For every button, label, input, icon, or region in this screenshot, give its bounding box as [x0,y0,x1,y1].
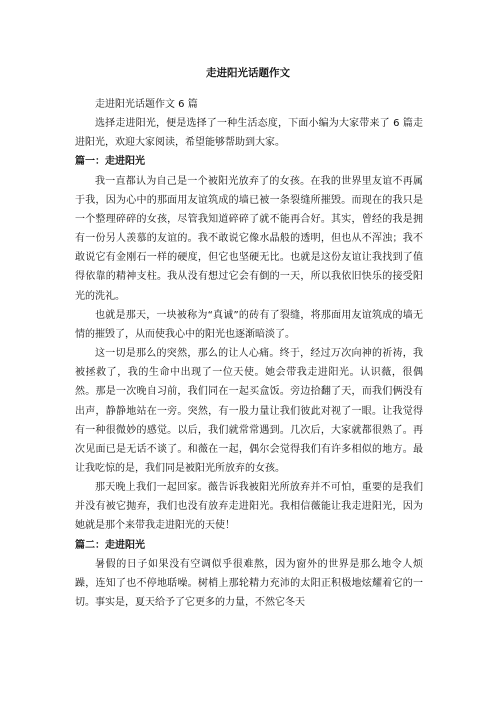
essay1-paragraph-4: 那天晚上我们一起回家。薇告诉我被阳光所放弃并不可怕，重要的是我们并没有被它抛弃，我们也没有放弃走进阳光。我相信薇能让我走进阳光，因为她就是那个来带我走进阳光的天使！ [75,482,423,532]
intro-paragraph: 选择走进阳光，便是选择了一种生活态度，下面小编为大家带来了 6 篇走进阳光，欢迎大家阅读，希望能够帮助到大家。 [75,118,423,149]
document-title: 走进阳光话题作文 [206,67,290,79]
document-body [75,95,423,612]
essay1-paragraph-2: 也就是那天，一块被称为“真诚”的砖有了裂缝，将那面用友谊筑成的墙无情的摧毁了，从而使我心中的阳光也逐渐暗淡了。 [75,309,423,340]
essay1-paragraph-3: 这一切是那么的突然，那么的让人心痛。终于，经过万次向神的祈祷，我被拯救了，我的生命中出现了一位天使。她会带我走进阳光。认识薇，很偶然。那是一次晚自习前，我们同在一起买盒饭。旁边拾翻了天，而我们俩没有出声，静静地站在一旁。突然，有一股力量让我们彼此对视了一眼。让我觉得有一种很微妙的感觉。以后，我们就常常遇到。几次后，大家就都很熟了。再次见面已是无话不谈了。和薇在一起，偶尔会觉得我们有许多相似的地方。最让我吃惊的是，我们同是被阳光所放弃的女孩。 [75,348,423,474]
essay1-paragraph-1: 我一直都认为自己是一个被阳光放弃了的女孩。在我的世界里友谊不再属于我，因为心中的那面用友谊筑成的墙已被一条裂缝所摧毁。而现在的我只是一个整理碎碎的女孩，尽管我知道碎碎了就不能再合好。其实，曾经的我是拥有一份另人羡慕的友谊的。我不敢说它像水晶般的透明，但也从不浑浊；我不敢说它有金刚石一样的硬度，但它也坚硬无比。也就是这份友谊让我找到了值得依靠的精神支柱。我从没有想过它会有倒的一天，所以我依旧快乐的接受阳光的洗礼。 [75,175,423,302]
intro-line: 走进阳光话题作文 6 篇 [95,99,198,110]
section-heading-2: 篇二：走进阳光 [75,539,145,551]
section-heading-1: 篇一：走进阳光 [75,156,145,168]
essay2-paragraph-1: 暑假的日子如果没有空调似乎很难熬，因为窗外的世界是那么地令人烦躁，连知了也不停地聒噪。树梢上那轮精力充沛的太阳正积极地炫耀着它的一切。事实是，夏天给予了它更多的力量，不然它冬天 [75,558,423,609]
